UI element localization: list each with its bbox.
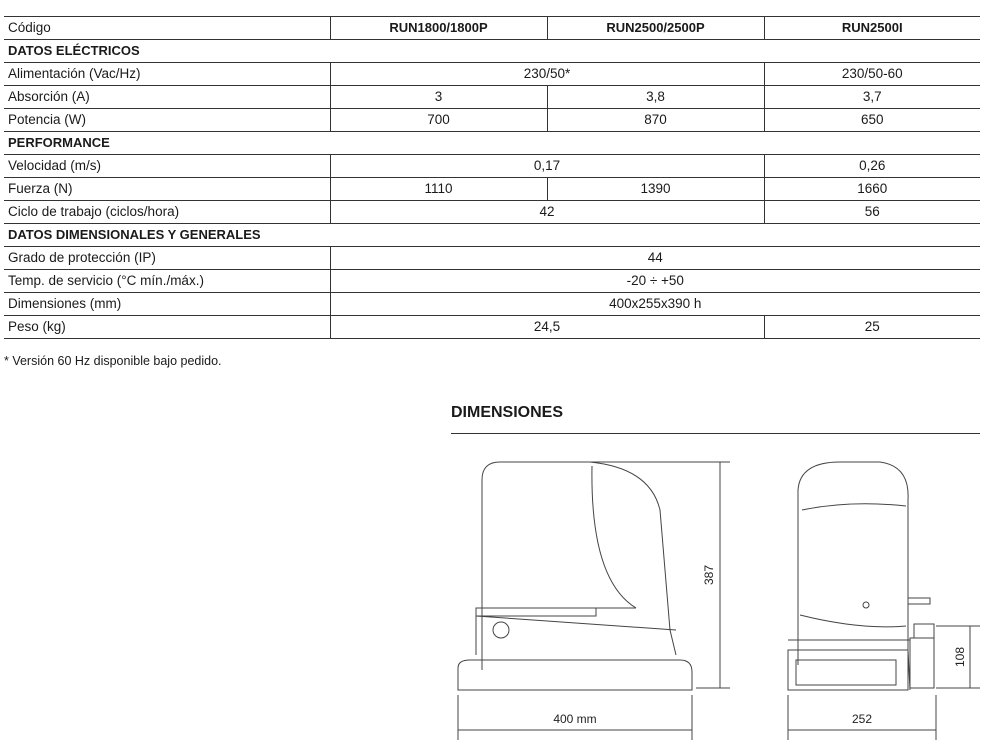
cell-value: 230/50*: [330, 63, 764, 86]
cell-value: 650: [764, 109, 980, 132]
screw-icon: [863, 602, 869, 608]
table-row: [4, 178, 980, 201]
model-run1800: RUN1800/1800P: [330, 17, 547, 40]
row-label: Velocidad (m/s): [4, 155, 330, 178]
table-row: [4, 201, 980, 224]
cell-value: 1110: [330, 178, 547, 201]
table-row: [4, 293, 980, 316]
depth-label: 252: [851, 712, 873, 726]
knob-icon: [493, 622, 509, 638]
cell-value: 0,17: [330, 155, 764, 178]
footnote: * Versión 60 Hz disponible bajo pedido.: [4, 354, 222, 368]
cell-value: 42: [330, 201, 764, 224]
row-label: Absorción (A): [4, 86, 330, 109]
divider: [451, 433, 980, 434]
row-label: Temp. de servicio (°C mín./máx.): [4, 270, 330, 293]
cell-value: 56: [764, 201, 980, 224]
row-label: Alimentación (Vac/Hz): [4, 63, 330, 86]
section-row: [4, 40, 980, 63]
section-row: [4, 132, 980, 155]
spec-table: [4, 16, 980, 339]
width-label: 400 mm: [553, 712, 597, 726]
cell-value: 1390: [547, 178, 764, 201]
cell-value: 44: [330, 247, 980, 270]
dimensions-title: DIMENSIONES: [451, 404, 564, 421]
cell-value: 3: [330, 86, 547, 109]
cell-value: 870: [547, 109, 764, 132]
dimension-drawing: [440, 440, 980, 740]
row-label: Ciclo de trabajo (ciclos/hora): [4, 201, 330, 224]
row-label: Dimensiones (mm): [4, 293, 330, 316]
table-row: [4, 86, 980, 109]
table-row: [4, 63, 980, 86]
cell-value: -20 ÷ +50: [330, 270, 980, 293]
front-view: [788, 462, 980, 740]
section-row: [4, 224, 980, 247]
cell-value: 400x255x390 h: [330, 293, 980, 316]
cell-value: 3,8: [547, 86, 764, 109]
table-row: [4, 247, 980, 270]
model-run2500: RUN2500/2500P: [547, 17, 764, 40]
table-row: [4, 316, 980, 339]
section-electricos: DATOS ELÉCTRICOS: [4, 40, 980, 63]
row-label: Potencia (W): [4, 109, 330, 132]
row-label: Peso (kg): [4, 316, 330, 339]
section-performance: PERFORMANCE: [4, 132, 980, 155]
cell-value: 24,5: [330, 316, 764, 339]
row-label: Fuerza (N): [4, 178, 330, 201]
cell-value: 700: [330, 109, 547, 132]
table-row: [4, 109, 980, 132]
table-row: [4, 270, 980, 293]
table-row: [4, 155, 980, 178]
base-height-label: 108: [953, 646, 967, 668]
cell-value: 0,26: [764, 155, 980, 178]
header-label: Código: [4, 17, 330, 40]
model-run2500i: RUN2500I: [764, 17, 980, 40]
cell-value: 230/50-60: [764, 63, 980, 86]
row-label: Grado de protección (IP): [4, 247, 330, 270]
height-label: 387: [702, 564, 716, 586]
table-header-row: [4, 17, 980, 40]
side-view: [458, 462, 730, 740]
cell-value: 25: [764, 316, 980, 339]
section-generales: DATOS DIMENSIONALES Y GENERALES: [4, 224, 980, 247]
cell-value: 3,7: [764, 86, 980, 109]
cell-value: 1660: [764, 178, 980, 201]
